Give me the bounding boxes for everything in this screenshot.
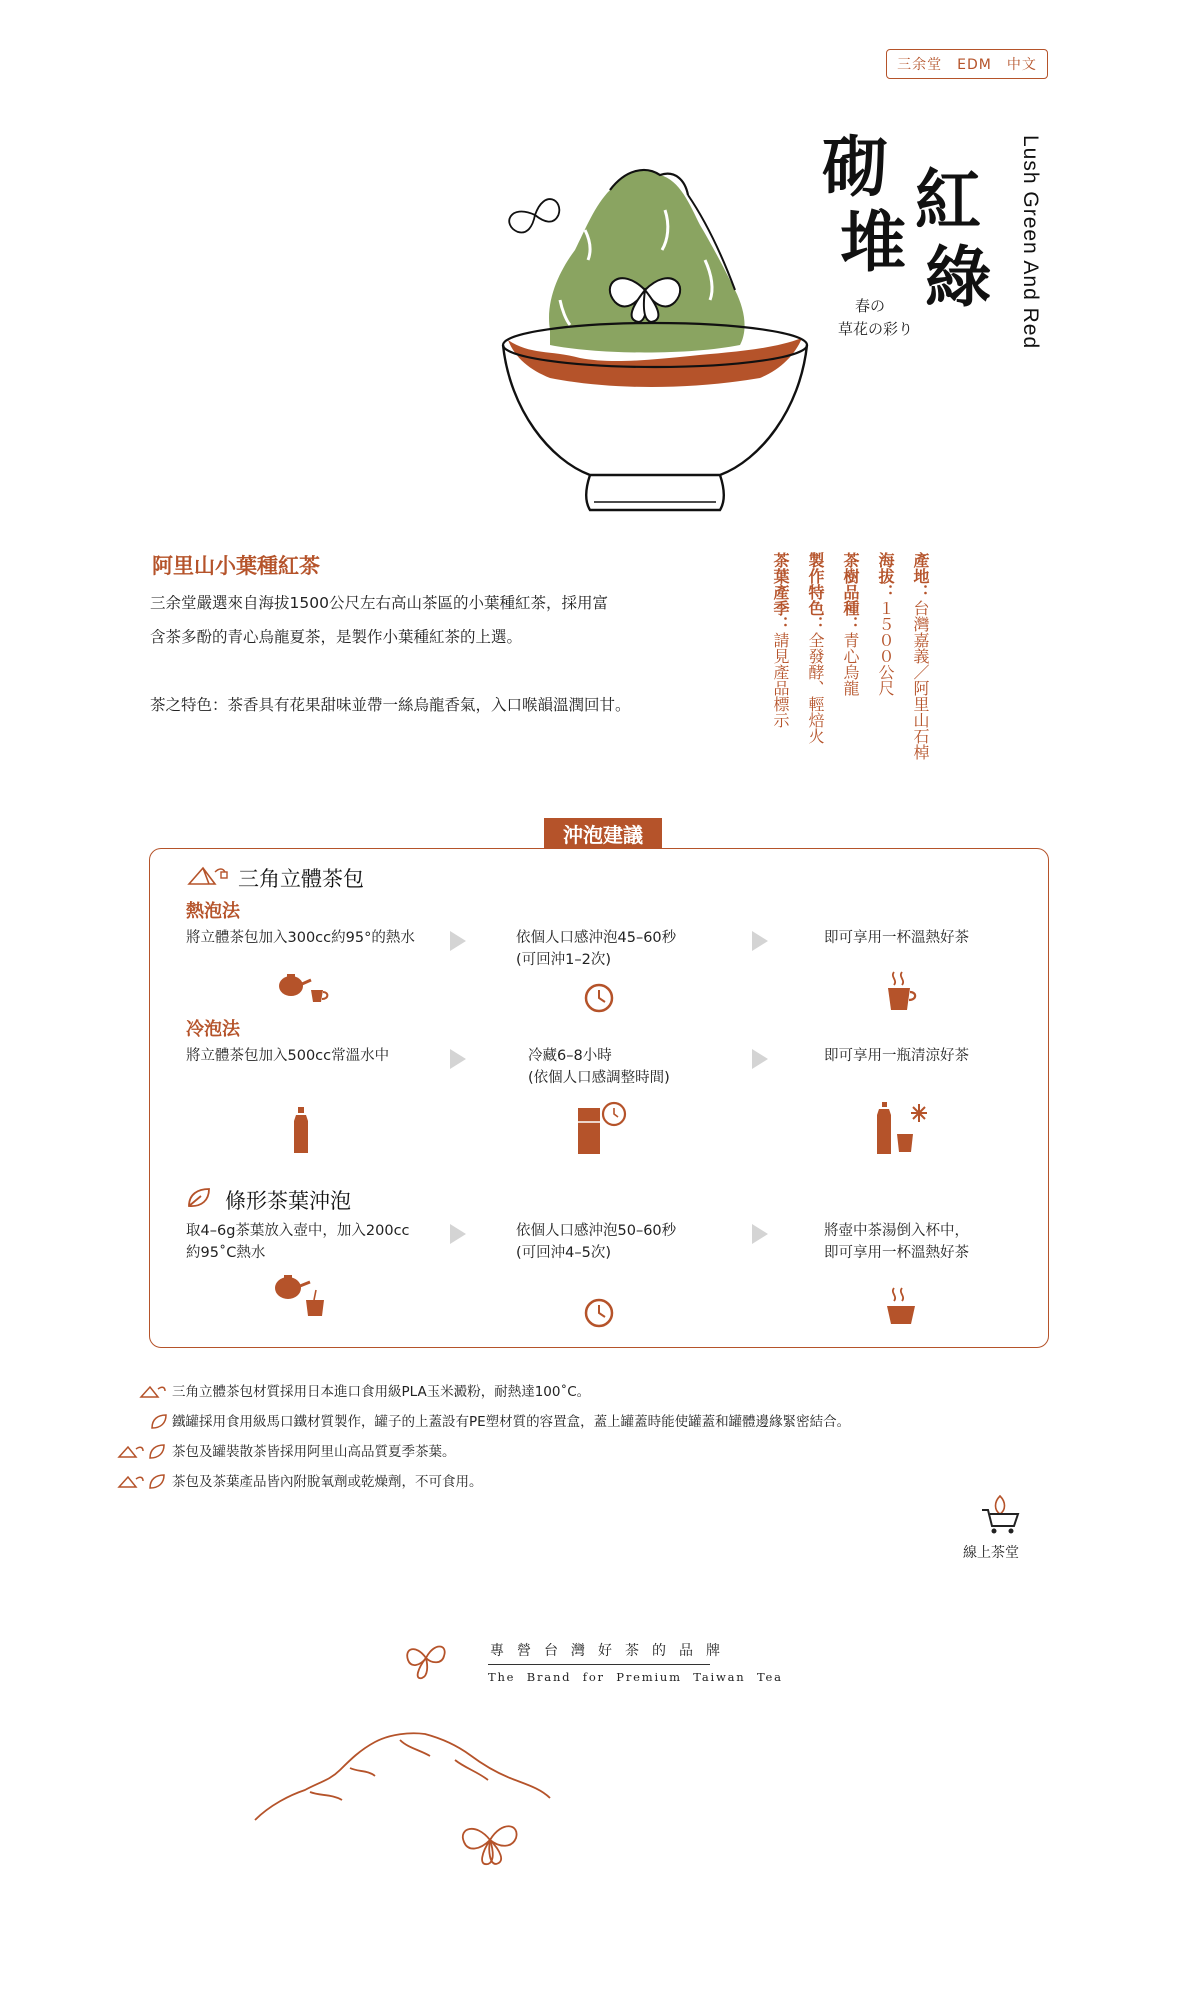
hero-title-char-2: 紅 (915, 162, 981, 239)
footer-slogan-cn: 專營台灣好茶的品牌 (490, 1643, 733, 1659)
spec-process (805, 552, 825, 744)
fridge-timer-icon (574, 1100, 630, 1156)
hero-title-char-4: 綠 (925, 239, 991, 316)
leaf-icon (186, 1186, 212, 1210)
hot-step-1: 將立體茶包加入300cc約95°的熱水 (186, 930, 415, 946)
tea-heading: 阿里山小葉種紅茶 (152, 554, 320, 578)
leaf-arrow-2 (752, 1224, 768, 1244)
spec-altitude-value: １５００公尺 (876, 600, 895, 696)
hero-title-char-3: 堆 (840, 204, 906, 281)
hero-subtitle-jp-1: 春の (855, 297, 886, 315)
mountain-butterfly-illustration (250, 1720, 610, 1890)
hot-step-2: 依個人口感沖泡45–60秒 (可回沖1–2次) (516, 930, 677, 968)
spec-season (770, 552, 790, 728)
shaved-ice-illustration (490, 150, 830, 530)
leaf-arrow-1 (450, 1224, 466, 1244)
hot-step-3: 即可享用一杯溫熱好茶 (824, 930, 969, 946)
cold-step-2: 冷藏6–8小時 (依個人口感調整時間) (528, 1048, 670, 1086)
footer-slogan-en: The Brand for Premium Taiwan Tea (488, 1670, 783, 1684)
shopping-cart-icon (978, 1492, 1022, 1536)
note-3: 茶包及罐裝散茶皆採用阿里山高品質夏季茶葉。 (172, 1444, 456, 1460)
spec-season-label: 茶葉產季： (771, 552, 790, 632)
spec-process-label: 製作特色： (806, 552, 825, 632)
leaf-step-1: 取4–6g茶葉放入壺中，加入200cc 約95˚C熱水 (186, 1223, 410, 1261)
hero-subtitle-jp-2: 草花の彩り (838, 320, 914, 338)
spec-variety-value: 青心烏龍 (841, 632, 860, 696)
edm-badge[interactable]: 三余堂 EDM 中文 (886, 49, 1048, 79)
spec-process-value: 全發酵、輕焙火 (806, 632, 825, 744)
hot-arrow-1 (450, 931, 466, 951)
section-teabag-title: 三角立體茶包 (238, 867, 364, 891)
leaf-step-3: 將壺中茶湯倒入杯中， 即可享用一杯溫熱好茶 (824, 1223, 969, 1261)
spec-origin-value: 台灣嘉義／阿里山石棹 (911, 600, 930, 760)
timer-icon (583, 982, 615, 1014)
bottle-icon (291, 1105, 311, 1155)
online-shop-label: 線上茶堂 (963, 1545, 1019, 1561)
spec-variety-label: 茶樹品種： (841, 552, 860, 632)
note-teabag-icon (138, 1383, 168, 1401)
cold-drink-icon (875, 1100, 931, 1156)
note-2: 鐵罐採用食用級馬口鐵材質製作，罐子的上蓋設有PE塑材質的容置盒，蓋上罐蓋時能使罐蓋和罐體邊緣緊密結合。 (172, 1414, 851, 1430)
spec-altitude-label: 海拔： (876, 552, 895, 600)
tea-feature: 茶之特色：茶香具有花果甜味並帶一絲烏龍香氣，入口喉韻溫潤回甘。 (150, 696, 631, 714)
online-shop-link[interactable] (960, 1492, 1040, 1562)
spec-season-value: 請見產品標示 (771, 632, 790, 728)
cold-method-title: 冷泡法 (186, 1019, 240, 1040)
teapot-leaf-icon (270, 1272, 332, 1320)
cold-arrow-2 (752, 1049, 768, 1069)
leaf-step-2: 依個人口感沖泡50–60秒 (可回沖4–5次) (516, 1223, 677, 1261)
hot-cup-icon (884, 968, 918, 1014)
hero-title-char-1: 砌 (822, 129, 888, 206)
teabag-icon (185, 862, 230, 890)
note-teabag-leaf-icon (116, 1443, 168, 1461)
note-4: 茶包及茶葉產品皆內附脫氧劑或乾燥劑，不可食用。 (172, 1474, 483, 1490)
note-1: 三角立體茶包材質採用日本進口食用級PLA玉米澱粉，耐熱達100˚C。 (172, 1384, 591, 1400)
tea-bowl-icon (884, 1284, 918, 1328)
spec-origin-label: 產地： (911, 552, 930, 600)
note-teabag-leaf-icon-2 (116, 1473, 168, 1491)
hot-arrow-2 (752, 931, 768, 951)
section-leaf-title: 條形茶葉沖泡 (225, 1189, 351, 1213)
teapot-pour-icon (275, 972, 331, 1012)
intro-line-2: 含茶多酚的青心烏龍夏茶，是製作小葉種紅茶的上選。 (150, 628, 523, 646)
spec-variety (840, 552, 860, 696)
hero-subtitle-en: Lush Green And Red (1019, 135, 1042, 350)
spec-altitude (875, 552, 895, 696)
note-can-icon (150, 1413, 168, 1431)
cold-arrow-1 (450, 1049, 466, 1069)
spec-origin (910, 552, 930, 760)
intro-line-1: 三余堂嚴選來自海拔1500公尺左右高山茶區的小葉種紅茶，採用富 (150, 594, 608, 612)
hot-method-title: 熱泡法 (186, 901, 240, 922)
brew-heading: 沖泡建議 (544, 818, 662, 848)
cold-step-3: 即可享用一瓶清涼好茶 (824, 1048, 969, 1064)
cold-step-1: 將立體茶包加入500cc常溫水中 (186, 1048, 390, 1064)
butterfly-logo-icon (398, 1630, 454, 1686)
footer-divider (488, 1664, 710, 1665)
timer-icon-2 (583, 1297, 615, 1329)
